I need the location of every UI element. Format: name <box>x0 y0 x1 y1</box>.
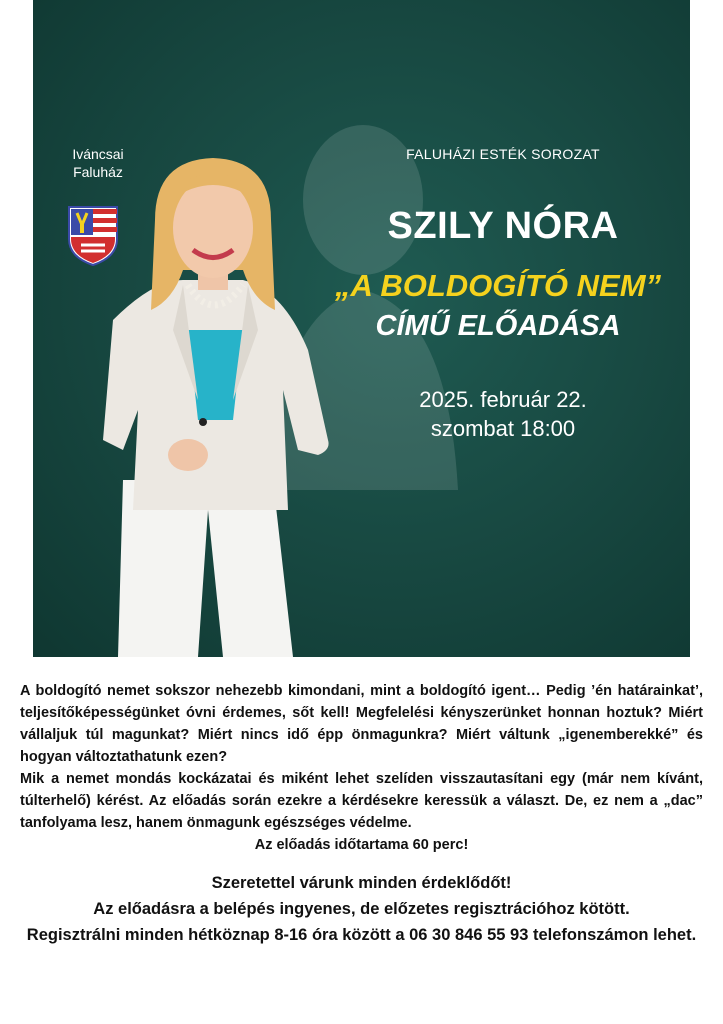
invitation-block <box>20 870 703 948</box>
event-description <box>20 680 703 856</box>
event-date <box>363 385 643 443</box>
venue-line-2: Faluház <box>73 164 123 180</box>
event-time-line: szombat 18:00 <box>430 416 576 441</box>
invite-line-1: Szeretettel várunk minden érdeklődőt! <box>211 874 512 892</box>
event-poster <box>33 0 690 657</box>
speaker-photo <box>93 150 333 657</box>
description-paragraph-2: Mik a nemet mondás kockázatai és miként lehet szelíden visszautasítani egy (már nem kívánt, túlterhelő) kérést. Az előadás során ezekre a kérdésekre keressük a választ. De, ez nem a „dac” tanfolyama lesz, hanem önmagunk egészséges védelme. <box>20 771 703 831</box>
event-date-line: 2025. február 22. <box>419 387 587 412</box>
venue-line-1: Iváncsai <box>72 146 124 162</box>
speaker-name: SZILY NÓRA <box>387 205 619 247</box>
lecture-subtitle: CÍMŰ ELŐADÁSA <box>375 310 621 342</box>
duration-note: Az előadás időtartama 60 perc! <box>254 837 469 853</box>
series-title: FALUHÁZI ESTÉK SOROZAT <box>406 146 600 162</box>
lecture-title: „A BOLDOGÍTÓ NEM” <box>334 268 662 303</box>
registration-info: Regisztrálni minden hétköznap 8-16 óra között a 06 30 846 55 93 telefonszámon lehet. <box>26 926 697 944</box>
invite-line-2: Az előadásra a belépés ingyenes, de előzetes regisztrációhoz kötött. <box>93 900 630 918</box>
description-paragraph-1: A boldogító nemet sokszor nehezebb kimondani, mint a boldogító igent… Pedig ’én határainkat’, teljesítőképességünket óvni érdemes, sőt kell! Megfelelési kényszerünket honnan hoztuk? Miért vállaljuk túl magunkat? Miért nincs idő épp önmagunkra? Miért váltunk „igenemberekké” és hogyan változtathatunk ezen? <box>20 683 703 765</box>
